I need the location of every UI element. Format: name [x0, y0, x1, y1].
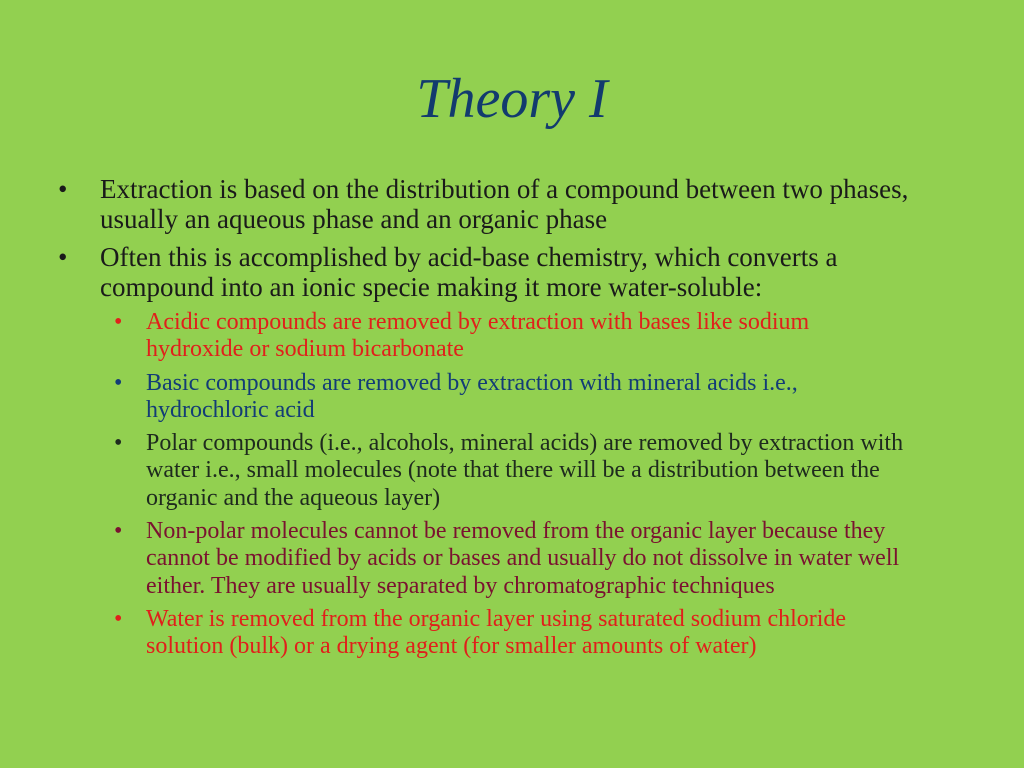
sub-bullet-item-nonpolar	[100, 518, 906, 600]
sub-bullet-icon: •	[114, 430, 123, 457]
sub-bullet-text: Non-polar molecules cannot be removed from the organic layer because they cannot be modified by acids or bases and usually do not dissolve in water well either. They are usually separated by chromatographic techniques	[146, 518, 900, 599]
sub-bullet-icon: •	[114, 605, 123, 632]
sub-bullet-text: Acidic compounds are removed by extraction with bases like sodium hydroxide or sodium bicarbonate	[146, 309, 810, 363]
bullet-item-2	[58, 243, 958, 661]
sub-bullet-text: Polar compounds (i.e., alcohols, mineral acids) are removed by extraction with water i.e., small molecules (note that there will be a distribution between the organic and the aqueous layer)	[146, 430, 904, 511]
bullet-icon: •	[58, 174, 68, 204]
sub-bullet-icon: •	[114, 309, 123, 335]
slide-content	[58, 175, 958, 670]
bullet-item-1	[58, 175, 958, 234]
sub-bullet-text: Water is removed from the organic layer using saturated sodium chloride solution (bulk) or a drying agent (for smaller amounts of water)	[146, 605, 847, 660]
bullet-icon: •	[58, 242, 68, 272]
bullet-list	[58, 175, 958, 661]
bullet-text: Extraction is based on the distribution of a compound between two phases, usually an aqueous phase and an organic phase	[100, 174, 909, 234]
sub-bullet-item-polar	[100, 430, 906, 512]
sub-bullet-item-water	[100, 606, 906, 661]
sub-bullet-text: Basic compounds are removed by extraction with mineral acids i.e., hydrochloric acid	[146, 369, 798, 423]
sub-bullet-icon: •	[114, 518, 123, 545]
sub-bullet-item-basic	[100, 370, 906, 425]
sub-bullet-icon: •	[114, 369, 123, 396]
sub-bullet-list	[100, 309, 958, 661]
sub-bullet-item-acidic	[100, 309, 906, 364]
bullet-text: Often this is accomplished by acid-base chemistry, which converts a compound into an ionic specie making it more water-soluble:	[100, 242, 838, 302]
slide-title: Theory I	[416, 68, 608, 130]
